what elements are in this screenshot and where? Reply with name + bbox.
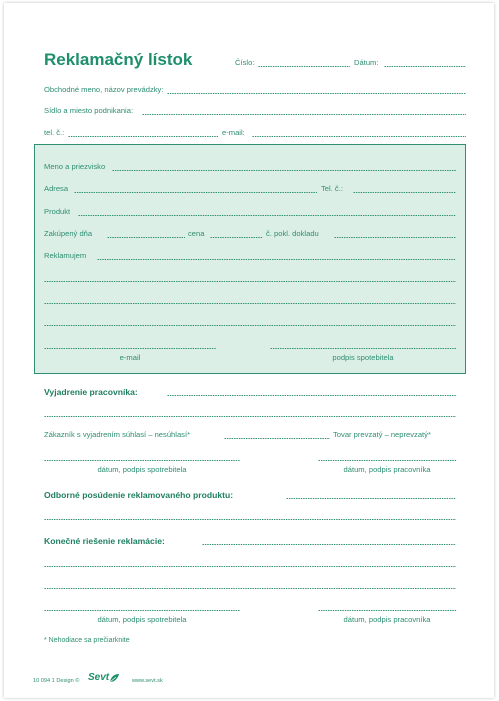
box-podpis-caption: podpis spotebitela bbox=[332, 353, 394, 362]
sig-right-1-caption: dátum, podpis pracovníka bbox=[343, 465, 431, 474]
sig-left-1-caption: dátum, podpis spotrebitela bbox=[97, 465, 187, 474]
reklamujem-field[interactable] bbox=[97, 259, 456, 260]
form-sheet bbox=[4, 3, 494, 698]
datum-label: Dátum: bbox=[354, 58, 379, 67]
tel-c-label: Tel. č.: bbox=[321, 184, 343, 193]
datum-field[interactable] bbox=[384, 66, 466, 67]
sidlo-field[interactable] bbox=[142, 114, 466, 115]
doklad-field[interactable] bbox=[334, 237, 456, 238]
box-email-line[interactable] bbox=[44, 348, 216, 349]
odborne-line-2[interactable] bbox=[44, 519, 456, 520]
reklamujem-line-3[interactable] bbox=[44, 303, 456, 304]
leaf-icon bbox=[109, 673, 120, 683]
sig-right-1-line[interactable] bbox=[318, 460, 456, 461]
konecne-line-3[interactable] bbox=[44, 588, 456, 589]
box-email-caption: e-mail bbox=[119, 353, 141, 362]
produkt-field[interactable] bbox=[78, 215, 456, 216]
sig-right-2-caption: dátum, podpis pracovníka bbox=[343, 615, 431, 624]
odborne-heading: Odborné posúdenie reklamovaného produktu: bbox=[44, 490, 234, 500]
footer-url[interactable]: www.sevt.sk bbox=[132, 678, 163, 684]
zakaznik-field[interactable] bbox=[224, 438, 330, 439]
sig-left-2-caption: dátum, podpis spotrebitela bbox=[97, 615, 187, 624]
reklamujem-label: Reklamujem bbox=[44, 251, 87, 260]
adresa-field[interactable] bbox=[74, 192, 317, 193]
sig-left-1-line[interactable] bbox=[44, 460, 240, 461]
footer-code: 10 094 1 Design © bbox=[33, 678, 80, 684]
adresa-label: Adresa bbox=[44, 184, 69, 193]
tel-label: tel. č.: bbox=[44, 128, 65, 137]
sevt-logo-text: Sevt bbox=[88, 672, 110, 683]
reklamujem-line-4[interactable] bbox=[44, 325, 456, 326]
box-podpis-line[interactable] bbox=[270, 348, 456, 349]
sevt-logo bbox=[88, 672, 120, 683]
konecne-field[interactable] bbox=[202, 544, 456, 545]
form-title: Reklamačný lístok bbox=[44, 50, 193, 69]
konecne-heading: Konečné riešenie reklamácie: bbox=[44, 536, 165, 546]
cena-field[interactable] bbox=[210, 237, 263, 238]
reklamujem-line-2[interactable] bbox=[44, 281, 456, 282]
cislo-field[interactable] bbox=[258, 66, 350, 67]
meno-field[interactable] bbox=[112, 170, 456, 171]
obchodne-meno-field[interactable] bbox=[167, 93, 466, 94]
obchodne-meno-label: Obchodné meno, názov prevádzky: bbox=[44, 85, 164, 94]
tovar-label: Tovar prevzatý – neprevzatý* bbox=[333, 430, 431, 439]
tel-c-field[interactable] bbox=[353, 192, 456, 193]
cislo-label: Číslo: bbox=[235, 58, 255, 67]
konecne-line-2[interactable] bbox=[44, 566, 456, 567]
zakupeny-label: Zakúpený dňa bbox=[44, 229, 93, 238]
vyjadrenie-line-2[interactable] bbox=[44, 416, 456, 417]
zakupeny-field[interactable] bbox=[107, 237, 185, 238]
meno-label: Meno a priezvisko bbox=[44, 162, 106, 171]
tel-field[interactable] bbox=[68, 136, 218, 137]
odborne-field[interactable] bbox=[286, 498, 456, 499]
cena-label: cena bbox=[188, 229, 205, 238]
produkt-label: Produkt bbox=[44, 207, 71, 216]
vyjadrenie-heading: Vyjadrenie pracovníka: bbox=[44, 387, 138, 397]
zakaznik-label: Zákazník s vyjadrením súhlasí – nesúhlasí* bbox=[44, 430, 191, 439]
footnote: * Nehodiace sa prečiarknite bbox=[44, 637, 130, 644]
email-field[interactable] bbox=[252, 136, 466, 137]
sig-right-2-line[interactable] bbox=[318, 610, 456, 611]
email-label: e-mail: bbox=[222, 128, 245, 137]
doklad-label: č. pokl. dokladu bbox=[266, 229, 319, 238]
sig-left-2-line[interactable] bbox=[44, 610, 240, 611]
sidlo-label: Sídlo a miesto podnikania: bbox=[44, 106, 134, 115]
vyjadrenie-field[interactable] bbox=[167, 395, 456, 396]
